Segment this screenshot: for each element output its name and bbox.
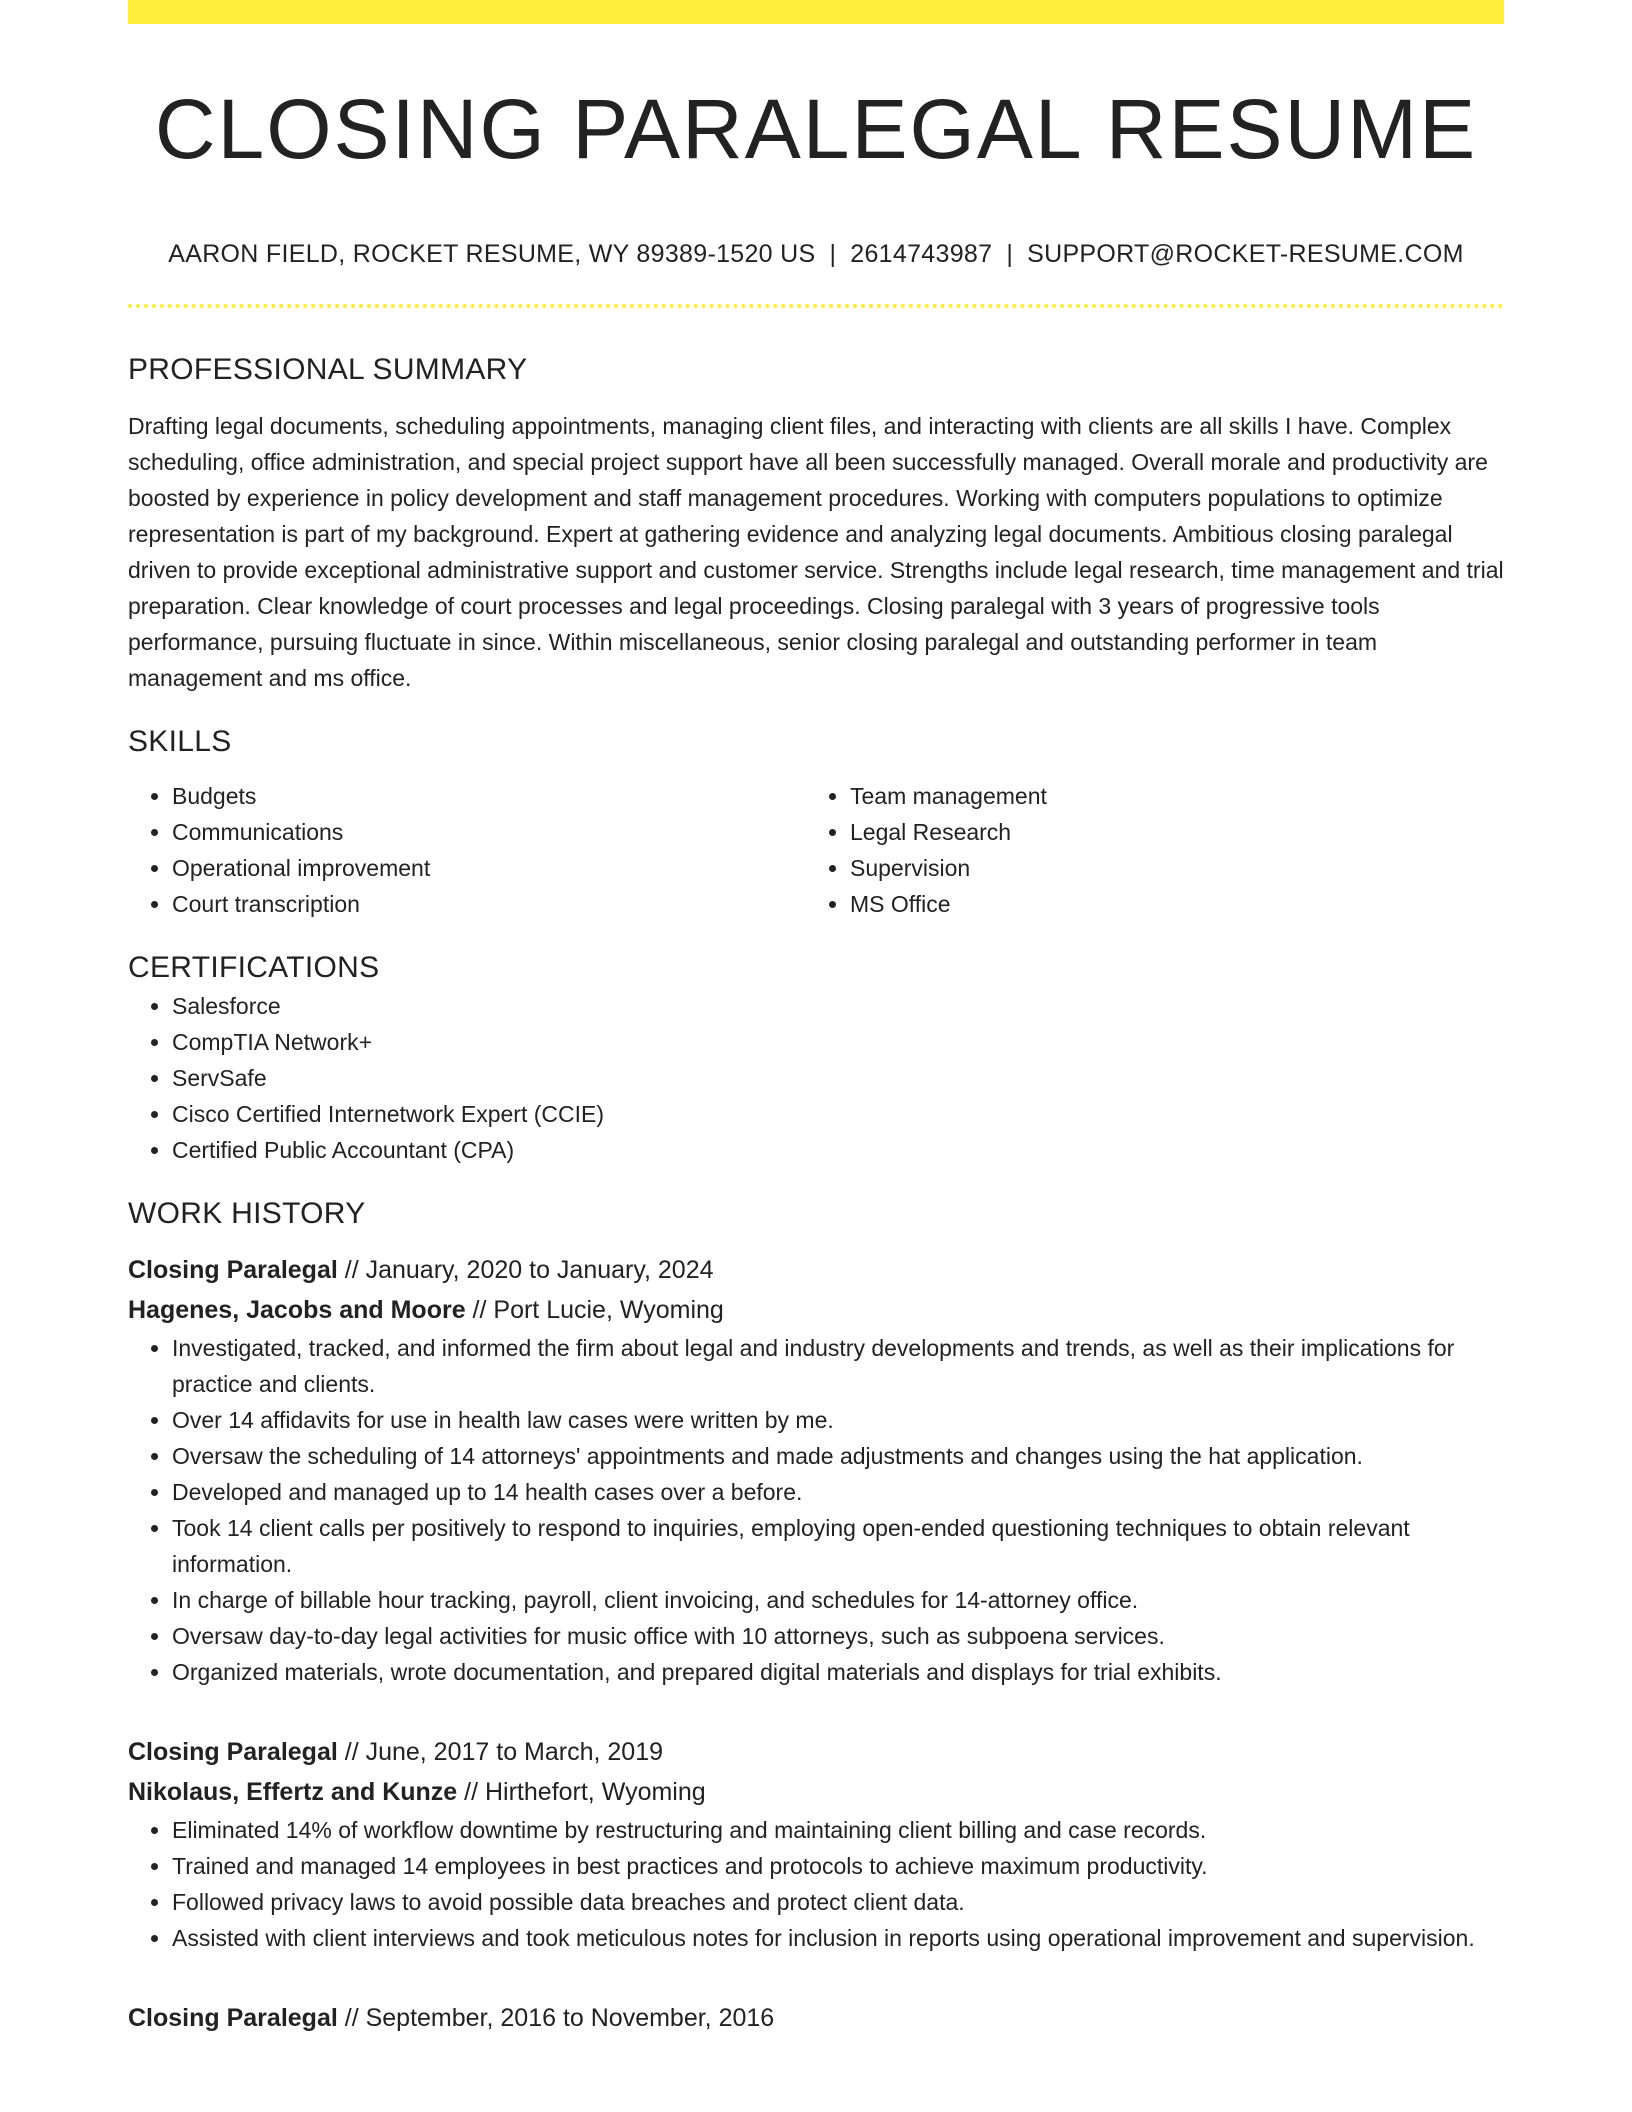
contact-separator: | [1006,240,1014,268]
job-bullets [128,1812,1504,1956]
job-bullet: • Oversaw the scheduling of 14 attorneys' appointments and made adjustments and changes using the hat application. [172,1438,1504,1474]
job-bullet: • Over 14 affidavits for use in health law cases were written by me. [172,1402,1504,1438]
job-bullets [128,1330,1504,1690]
contact-separator: | [829,240,837,268]
job-bullet: • Trained and managed 14 employees in best practices and protocols to achieve maximum productivity. [172,1848,1504,1884]
job-bullet: • Investigated, tracked, and informed the firm about legal and industry developments and trends, as well as their implications for practice and clients. [172,1330,1504,1402]
job-title-line [128,1250,1504,1290]
job-bullet: • In charge of billable hour tracking, payroll, client invoicing, and schedules for 14-attorney office. [172,1582,1504,1618]
job-entry [128,1732,1504,1956]
job-bullet: • Organized materials, wrote documentation, and prepared digital materials and displays for trial exhibits. [172,1654,1504,1690]
summary-text: Drafting legal documents, scheduling appointments, managing client files, and interacting with clients are all skills I have. Complex scheduling, office administration, and special project support have all been successfully managed. Overall morale and productivity are boosted by experience in policy development and staff management procedures. Working with computers populations to optimize representation is part of my background. Expert at gathering evidence and analyzing legal documents. Ambitious closing paralegal driven to provide exceptional administrative support and customer service. Strengths include legal research, time management and trial preparation. Clear knowledge of court processes and legal proceedings. Closing paralegal with 3 years of progressive tools performance, pursuing fluctuate in since. Within miscellaneous, senior closing paralegal and outstanding performer in team management and ms office. [128,413,1504,691]
skills-list-right [806,778,1484,922]
job-dates: // June, 2017 to March, 2019 [337,1738,664,1766]
skills-column-right [806,778,1484,922]
job-bullet: • Assisted with client interviews and took meticulous notes for inclusion in reports using operational improvement and supervision. [172,1920,1504,1956]
skill-item: • Operational improvement [172,850,806,886]
job-bullet: • Followed privacy laws to avoid possible data breaches and protect client data. [172,1884,1504,1920]
certification-item: • Salesforce [172,988,1504,1024]
dotted-divider [128,304,1504,308]
job-title: Closing Paralegal [128,1256,338,1284]
work-history-heading: WORK HISTORY [128,1197,366,1230]
job-title: Closing Paralegal [128,2004,338,2032]
contact-line [128,238,1504,270]
job-entry [128,1250,1504,1690]
job-company-line [128,1290,1504,1330]
certification-item: • CompTIA Network+ [172,1024,1504,1060]
skill-item: • Communications [172,814,806,850]
page-title: CLOSING PARALEGAL RESUME [154,82,1478,176]
job-dates: // September, 2016 to November, 2016 [337,2004,775,2032]
skill-item: • MS Office [850,886,1484,922]
certification-item: • Certified Public Accountant (CPA) [172,1132,1504,1168]
job-bullet: • Oversaw day-to-day legal activities for music office with 10 attorneys, such as subpoena services. [172,1618,1504,1654]
job-company: Hagenes, Jacobs and Moore [128,1296,466,1324]
job-title-line [128,1998,1504,2038]
job-bullet: • Developed and managed up to 14 health cases over a before. [172,1474,1504,1510]
job-bullet: • Eliminated 14% of workflow downtime by restructuring and maintaining client billing and case records. [172,1812,1504,1848]
skills-list-left [128,778,806,922]
skill-item: • Budgets [172,778,806,814]
job-company: Nikolaus, Effertz and Kunze [128,1778,458,1806]
summary-heading: PROFESSIONAL SUMMARY [128,353,528,386]
certifications-heading: CERTIFICATIONS [128,951,380,984]
contact-address: AARON FIELD, ROCKET RESUME, WY 89389-1520 US [168,240,816,268]
skills-column-left [128,778,806,922]
skill-item: • Team management [850,778,1484,814]
contact-phone: 2614743987 [850,240,993,268]
skill-item: • Supervision [850,850,1484,886]
skill-item: • Court transcription [172,886,806,922]
job-entry [128,1998,1504,2038]
job-bullet: • Took 14 client calls per positively to respond to inquiries, employing open-ended questioning techniques to obtain relevant information. [172,1510,1504,1582]
certification-item: • Cisco Certified Internetwork Expert (CCIE) [172,1096,1504,1132]
certifications-list [128,988,1504,1168]
contact-email: SUPPORT@ROCKET-RESUME.COM [1027,240,1464,268]
job-company-line [128,1772,1504,1812]
job-title-line [128,1732,1504,1772]
skills-heading: SKILLS [128,725,232,758]
certification-item: • ServSafe [172,1060,1504,1096]
job-dates: // January, 2020 to January, 2024 [337,1256,714,1284]
job-location: // Hirthefort, Wyoming [457,1778,706,1806]
resume-content [128,0,1504,2038]
skills-grid [128,778,1504,922]
job-title: Closing Paralegal [128,1738,338,1766]
job-location: // Port Lucie, Wyoming [465,1296,724,1324]
skill-item: • Legal Research [850,814,1484,850]
